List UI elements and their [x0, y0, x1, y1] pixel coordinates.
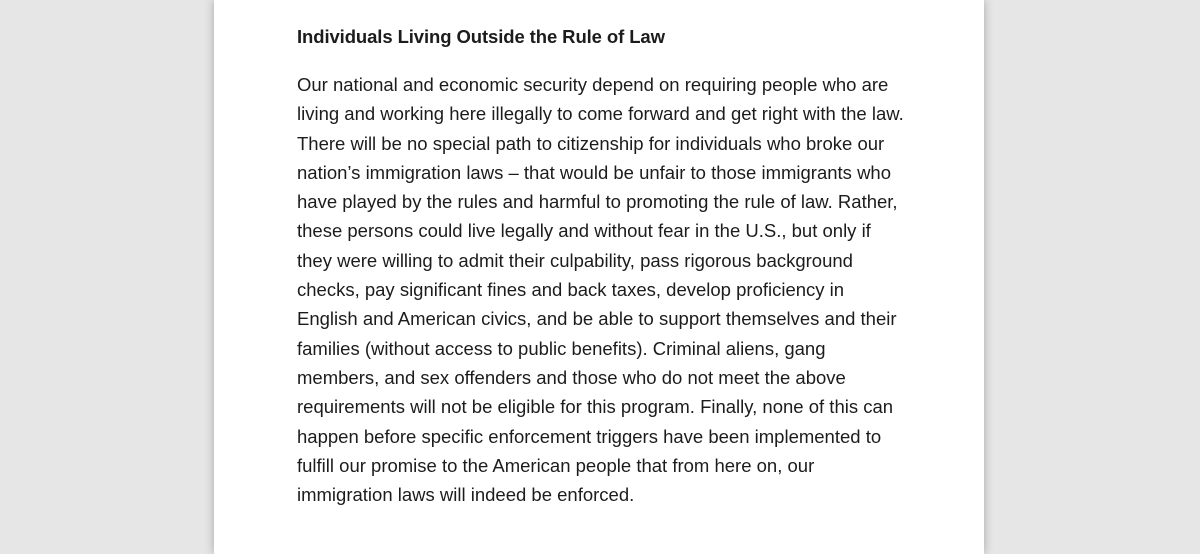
section-heading: Individuals Living Outside the Rule of Law — [297, 26, 665, 47]
body-paragraph: Our national and economic security depend on requiring people who are living and working here illegally to come forward and get right with the law. There will be no special path to citizenship for individuals who broke our nation’s immigration laws – that would be unfair to those immigrants who have played by the rules and harmful to promoting the rule of law. Rather, these persons could live legally and without fear in the U.S., but only if they were willing to admit their culpability, pass rigorous background checks, pay significant fines and back taxes, develop proficiency in English and American civics, and be able to support themselves and their families (without access to public benefits). Criminal aliens, gang members, and sex offenders and those who do not meet the above requirements will not be eligible for this program. Finally, none of this can happen before specific enforcement triggers have been implemented to fulfill our promise to the American people that from here on, our immigration laws will indeed be enforced. — [297, 74, 904, 506]
document-page — [214, 0, 984, 554]
document-content — [297, 26, 937, 509]
